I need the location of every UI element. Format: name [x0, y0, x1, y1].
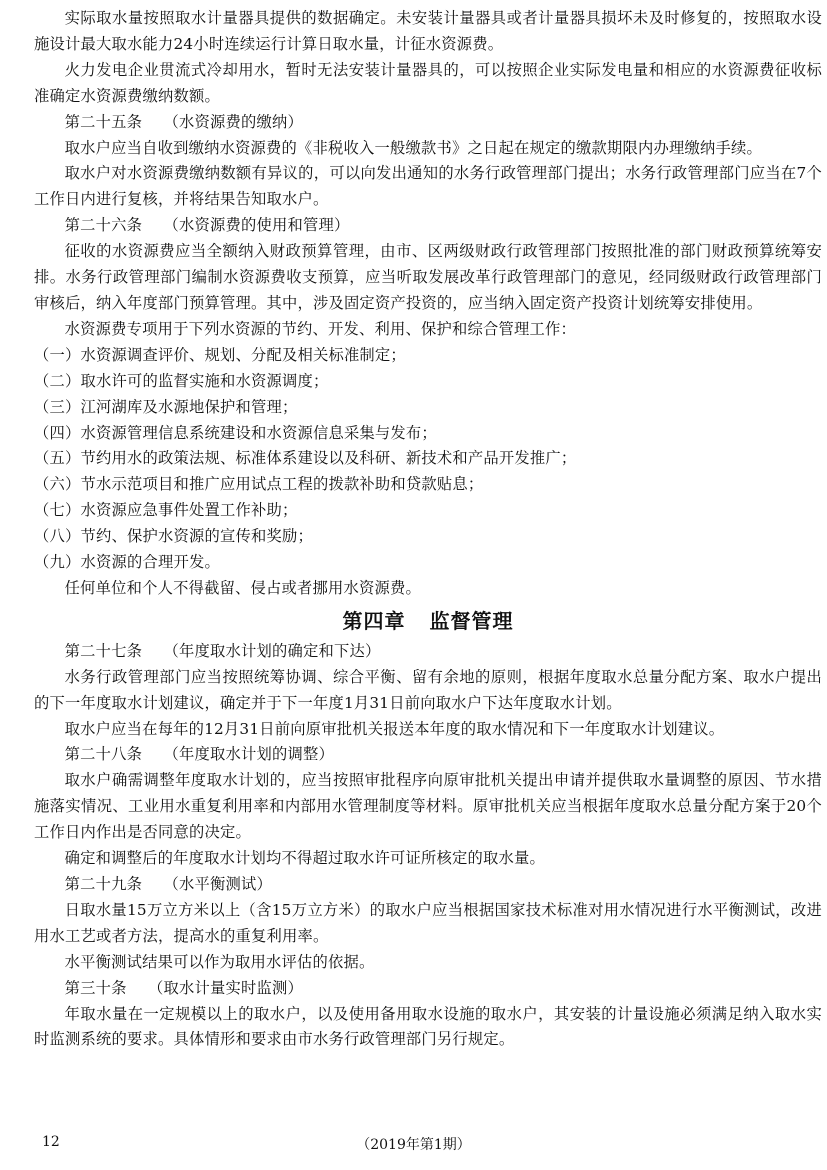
list-item: （三）江河湖库及水源地保护和管理； — [34, 397, 298, 416]
paragraph: 取水户对水资源费缴纳数额有异议的，可以向发出通知的水务行政管理部门提出；水务行政管理部门应当在7个工作日内进行复核，并将结果告知取水户。 — [34, 164, 822, 209]
article-number: 第二十五条 — [64, 112, 143, 131]
article-number: 第二十八条 — [64, 745, 143, 764]
article-number: 第二十六条 — [64, 216, 143, 235]
article-title: （取水计量实时监测） — [148, 978, 303, 997]
list-item: （二）取水许可的监督实施和水资源调度； — [34, 371, 329, 390]
paragraph: 水平衡测试结果可以作为取用水评估的依据。 — [64, 952, 375, 971]
paragraph: 水资源费专项用于下列水资源的节约、开发、利用、保护和综合管理工作： — [64, 319, 576, 338]
paragraph: 取水户应当自收到缴纳水资源费的《非税收入一般缴款书》之日起在规定的缴款期限内办理缴纳手续。 — [64, 138, 762, 157]
list-item: （四）水资源管理信息系统建设和水资源信息采集与发布； — [34, 423, 437, 442]
article-title: （年度取水计划的确定和下达） — [163, 641, 381, 660]
paragraph: 取水户确需调整年度取水计划的，应当按照审批程序向原审批机关提出申请并提供取水量调整的原因、节水措施落实情况、工业用水重复利用率和内部用水管理制度等材料。原审批机关应当根据年度取水总量分配方案于20个工作日内作出是否同意的决定。 — [34, 771, 822, 842]
paragraph: 年取水量在一定规模以上的取水户，以及使用备用取水设施的取水户，其安装的计量设施必须满足纳入取水实时监测系统的要求。具体情形和要求由市水务行政管理部门另行规定。 — [34, 1004, 822, 1049]
article-heading-28 — [34, 742, 822, 768]
paragraph: 火力发电企业贯流式冷却用水，暂时无法安装计量器具的，可以按照企业实际发电量和相应的水资源费征收标准确定水资源费缴纳数额。 — [34, 60, 822, 105]
article-title: （年度取水计划的调整） — [163, 745, 334, 764]
article-number: 第三十条 — [64, 978, 127, 997]
page-number: 12 — [42, 1134, 60, 1150]
article-heading-25 — [34, 110, 822, 136]
article-heading-30 — [34, 976, 822, 1002]
paragraph: 日取水量15万立方米以上（含15万立方米）的取水户应当根据国家技术标准对用水情况进行水平衡测试，改进用水工艺或者方法，提高水的重复利用率。 — [34, 900, 822, 945]
article-title: （水平衡测试） — [163, 875, 272, 893]
list-item: （九）水资源的合理开发。 — [34, 553, 220, 572]
article-heading-26 — [34, 213, 822, 239]
list-item: （五）节约用水的政策法规、标准体系建设以及科研、新技术和产品开发推广； — [34, 449, 577, 468]
paragraph: 任何单位和个人不得截留、侵占或者挪用水资源费。 — [64, 578, 422, 597]
paragraph: 征收的水资源费应当全额纳入财政预算管理，由市、区两级财政行政管理部门按照批准的部门财政预算统筹安排。水务行政管理部门编制水资源费收支预算，应当听取发展改革行政管理部门的意见，经同级财政行政管理部门审核后，纳入年度部门预算管理。其中，涉及固定资产投资的，应当纳入固定资产投资计划统筹安排使用。 — [34, 242, 822, 312]
paragraph: 实际取水量按照取水计量器具提供的数据确定。未安装计量器具或者计量器具损坏未及时修复的，按照取水设施设计最大取水能力24小时连续运行计算日取水量，计征水资源费。 — [34, 9, 822, 53]
article-heading-27 — [34, 639, 822, 665]
list-item: （一）水资源调查评价、规划、分配及相关标准制定； — [34, 345, 406, 364]
article-number: 第二十九条 — [64, 875, 143, 893]
paragraph: 确定和调整后的年度取水计划均不得超过取水许可证所核定的取水量。 — [64, 849, 545, 868]
article-heading-29 — [34, 872, 822, 898]
article-number: 第二十七条 — [64, 641, 143, 660]
list-item: （七）水资源应急事件处置工作补助； — [34, 501, 298, 520]
paragraph: 取水户应当在每年的12月31日前向原审批机关报送本年度的取水情况和下一年度取水计划建议。 — [64, 719, 725, 738]
document-body — [34, 6, 822, 1053]
article-title: （水资源费的缴纳） — [163, 112, 303, 131]
issue-label: （2019年第1期） — [356, 1137, 471, 1153]
paragraph: 水务行政管理部门应当按照统筹协调、综合平衡、留有余地的原则，根据年度取水总量分配方案、取水户提出的下一年度取水计划建议，确定并于下一年度1月31日前向取水户下达年度取水计划。 — [34, 667, 822, 712]
list-item: （八）节约、保护水资源的宣传和奖励； — [34, 527, 313, 546]
chapter-number: 第四章 — [342, 608, 406, 633]
list-item: （六）节水示范项目和推广应用试点工程的拨款补助和贷款贴息； — [34, 475, 484, 494]
article-title: （水资源费的使用和管理） — [163, 216, 350, 235]
chapter-title: 监督管理 — [429, 608, 514, 633]
chapter-heading — [34, 607, 822, 635]
